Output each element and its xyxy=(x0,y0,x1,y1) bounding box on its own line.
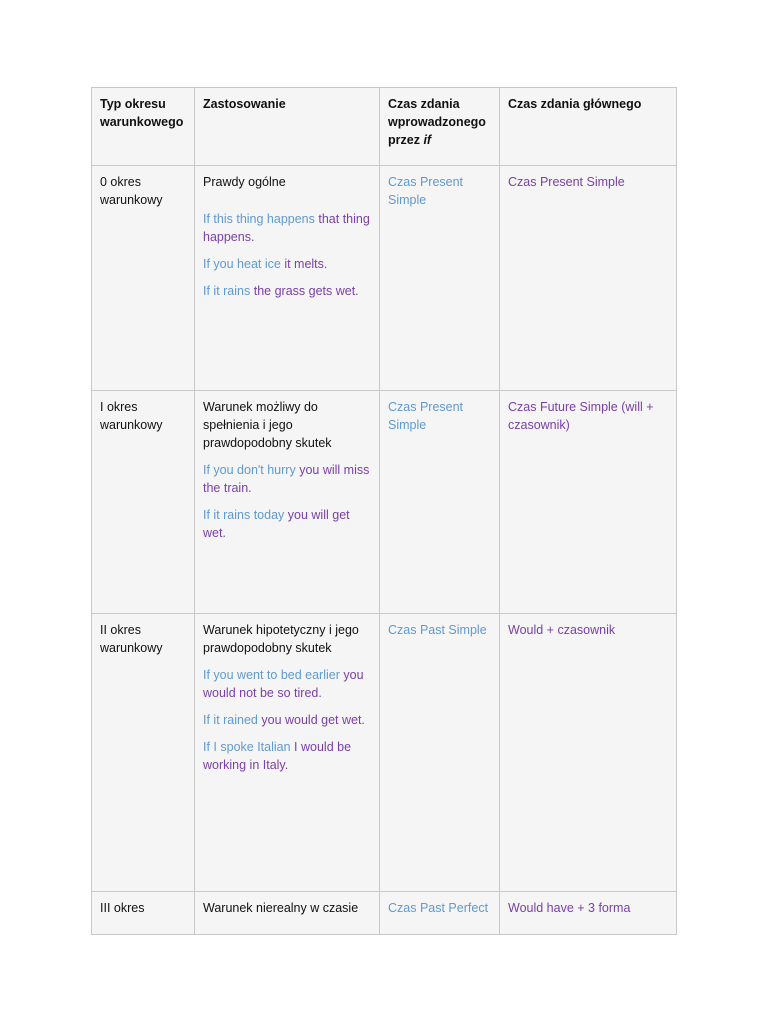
example-if-part: If it rains today xyxy=(203,508,285,522)
example-if-part: If you don't hurry xyxy=(203,463,296,477)
header-if-clause xyxy=(380,88,500,166)
example-if-part: If it rained xyxy=(203,713,258,727)
example-main-part: I would be working in Italy. xyxy=(203,740,352,772)
header-if-clause-label: Czas zdania wprowadzonego przez xyxy=(388,97,486,147)
example-sentence xyxy=(203,461,372,497)
row-main-tense: Czas Present Simple xyxy=(500,166,677,391)
row-if-tense: Czas Present Simple xyxy=(380,391,500,614)
row-type: 0 okres warunkowy xyxy=(92,166,195,391)
example-main-part: you would not be so tired. xyxy=(203,668,364,700)
row-if-tense: Czas Past Perfect xyxy=(380,892,500,935)
example-if-part: If it rains xyxy=(203,284,251,298)
header-main-clause: Czas zdania głównego xyxy=(500,88,677,166)
row-type: III okres xyxy=(92,892,195,935)
example-sentence xyxy=(203,210,372,246)
row-main-tense: Czas Future Simple (will + czasownik) xyxy=(500,391,677,614)
table-header-row xyxy=(92,88,677,166)
table-row xyxy=(92,166,677,391)
usage-description: Warunek możliwy do spełnienia i jego prawdopodobny skutek xyxy=(203,400,332,450)
example-if-part: If you went to bed earlier xyxy=(203,668,340,682)
example-sentence xyxy=(203,711,372,729)
example-sentence xyxy=(203,282,372,300)
row-main-tense: Would have + 3 forma xyxy=(500,892,677,935)
table-row xyxy=(92,892,677,935)
usage-description: Prawdy ogólne xyxy=(203,175,286,189)
example-main-part: you would get wet. xyxy=(261,713,365,727)
example-main-part: you will get wet. xyxy=(203,508,350,540)
row-if-tense: Czas Present Simple xyxy=(380,166,500,391)
example-sentence xyxy=(203,506,372,542)
example-if-part: If you heat ice xyxy=(203,257,281,271)
row-usage xyxy=(195,166,380,391)
example-main-part: the grass gets wet. xyxy=(253,284,359,298)
header-usage: Zastosowanie xyxy=(195,88,380,166)
example-sentence xyxy=(203,255,372,273)
conditionals-table xyxy=(91,87,677,935)
example-if-part: If this thing happens xyxy=(203,212,315,226)
example-sentence xyxy=(203,666,372,702)
row-type: II okres warunkowy xyxy=(92,614,195,892)
row-if-tense: Czas Past Simple xyxy=(380,614,500,892)
row-usage: Warunek nierealny w czasie xyxy=(195,892,380,935)
example-main-part: that thing happens. xyxy=(203,212,370,244)
example-main-part: it melts. xyxy=(284,257,328,271)
header-if-word: if xyxy=(423,133,432,147)
row-usage xyxy=(195,391,380,614)
row-usage xyxy=(195,614,380,892)
example-sentence xyxy=(203,738,372,774)
row-type: I okres warunkowy xyxy=(92,391,195,614)
example-main-part: you will miss the train. xyxy=(203,463,370,495)
example-if-part: If I spoke Italian xyxy=(203,740,291,754)
row-main-tense: Would + czasownik xyxy=(500,614,677,892)
table-row xyxy=(92,391,677,614)
usage-description: Warunek hipotetyczny i jego prawdopodobny skutek xyxy=(203,623,359,655)
table-row xyxy=(92,614,677,892)
header-type: Typ okresu warunkowego xyxy=(92,88,195,166)
